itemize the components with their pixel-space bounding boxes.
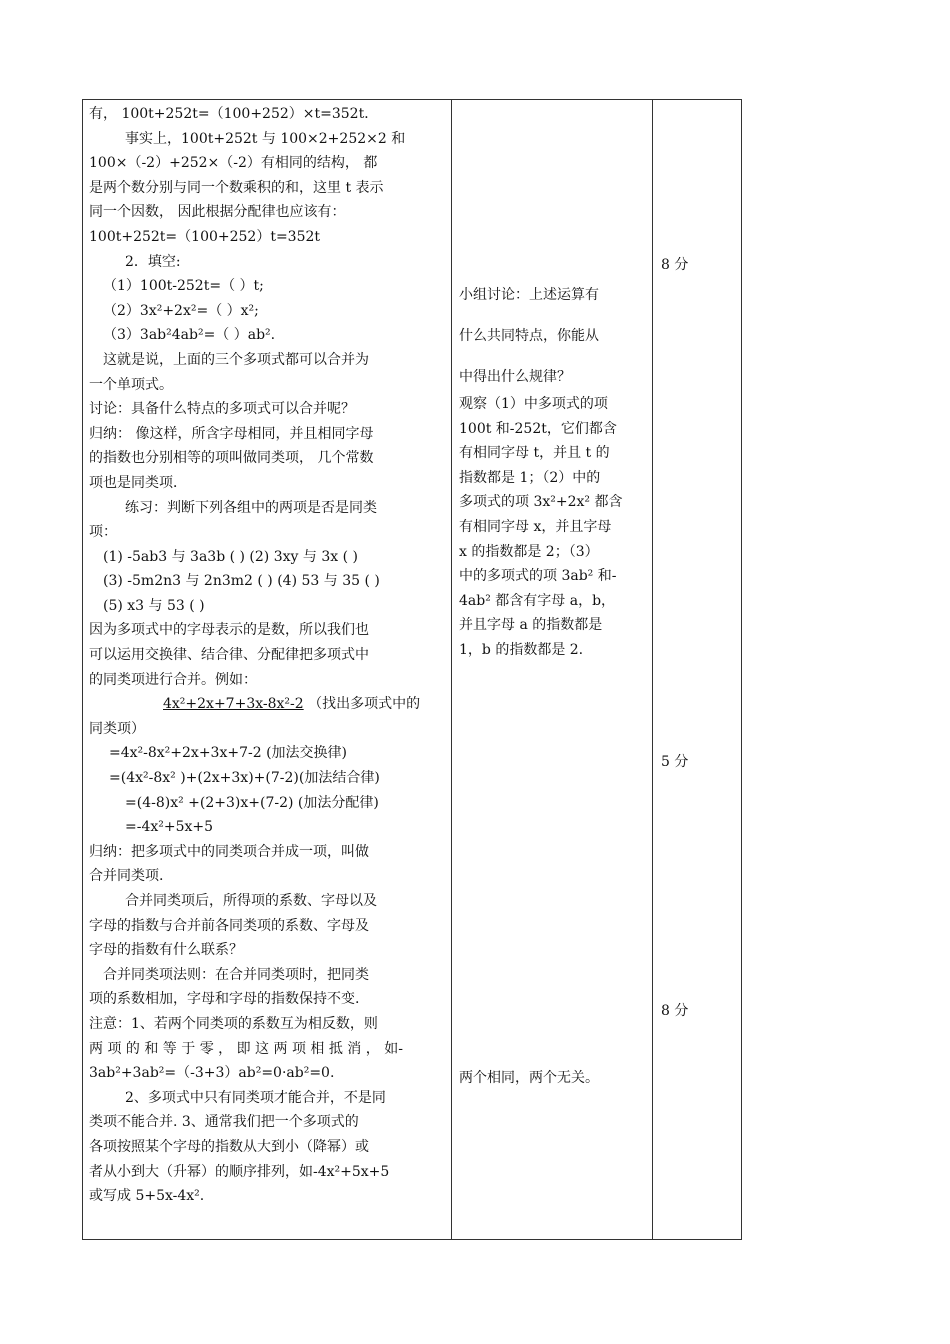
exercise-heading: 练习：判断下列各组中的两项是否是同类 [125,499,377,516]
text-line: 是两个数分别与同一个数乘积的和，这里 t 表示 [89,179,384,196]
text-line: 有， 100t+252t=（100+252）×t=352t． [89,106,379,122]
text-line: 两个相同，两个无关。 [459,1070,599,1086]
exercise-item: (5) x3 与 53 ( ) [103,597,205,614]
group-discussion-block [459,275,647,398]
note-line: 2、多项式中只有同类项才能合并，不是同 [125,1089,386,1106]
time-allocation: 8 分 [661,257,689,273]
note-line: 类项不能合并. 3、通常我们把一个多项式的 [89,1114,359,1131]
example-note: （找出多项式中的 [308,696,421,713]
time-allocation: 8 分 [661,1003,689,1019]
text-line: 什么共同特点，你能从 [459,328,599,344]
text-line: 100×（-2）+252×（-2）有相同的结构， 都 [89,155,378,172]
text-line: 事实上，100t+252t 与 100×2+252×2 和 [125,130,406,147]
text-line: 4ab² 都含有字母 a，b， [459,592,616,609]
text-line: 同一个因数， 因此根据分配律也应该有： [89,204,346,221]
exercise-answer [459,1066,647,1090]
text-line: 1，b 的指数都是 2. [459,641,584,658]
text-line: 中得出什么规律？ [459,369,571,385]
note-line: 3ab²+3ab²=（-3+3）ab²=0·ab²=0. [89,1065,335,1082]
exercise-item: (1) -5ab3 与 3a3b ( ) (2) 3xy 与 3x ( ) [103,548,358,565]
text-line: 100t 和-252t，它们都含 [459,420,617,437]
fill-blank-1: （1）100t-252t=（ ）t; [103,278,264,295]
text-line: 可以运用交换律、结合律、分配律把多项式中 [89,647,369,664]
text-line: 小组讨论：上述运算有 [459,287,599,303]
lesson-table [82,99,742,1240]
text-line: 观察（1）中多项式的项 [459,396,608,412]
text-line: 2．填空: [125,253,181,270]
summary-line: 项也是同类项． [89,474,187,491]
text-line: 100t+252t=（100+252）t=352t [89,228,321,245]
observation-block [459,392,647,663]
teaching-content-column [89,102,447,1209]
summary-line: 合并同类项. [89,868,164,885]
column-divider [652,100,653,1239]
text-line: 并且字母 a 的指数都是 [459,617,603,634]
text-line: 有相同字母 t，并且 t 的 [459,445,610,462]
note-line: 各项按照某个字母的指数从大到小（降幂）或 [89,1138,369,1155]
text-line: 的同类项进行合并。例如： [89,671,257,688]
text-line: 因为多项式中的字母表示的是数，所以我们也 [89,622,369,639]
step-line: =-4x²+5x+5 [125,819,214,836]
step-line: =(4x²-8x² )+(2x+3x)+(7-2)(加法结合律) [109,770,380,787]
note-line: 注意：1、若两个同类项的系数互为相反数，则 [89,1015,378,1032]
discussion-question: 讨论：具备什么特点的多项式可以合并呢？ [89,401,355,418]
text-line: 一个单项式。 [89,376,173,393]
example-polynomial: 4x²+2x+7+3x-8x²-2 [163,696,304,713]
text-line: 指数都是 1；（2）中的 [459,469,601,486]
fill-blank-2: （2）3x²+2x²=（ ）x²; [103,302,259,319]
summary-line: 归纳： 像这样，所含字母相同，并且相同字母 [89,425,374,442]
text-line: 同类项） [89,720,145,737]
text-line: 合并同类项后，所得项的系数、字母以及 [125,893,377,909]
time-allocation: 5 分 [661,754,689,770]
text-line: 项： [89,524,117,541]
text-line: 这就是说，上面的三个多项式都可以合并为 [103,351,369,368]
fill-blank-3: （3）3ab²4ab²=（ ）ab². [103,327,276,344]
summary-line: 归纳：把多项式中的同类项合并成一项，叫做 [89,843,369,860]
text-line: 有相同字母 x，并且字母 [459,518,612,535]
rule-line: 合并同类项法则：在合并同类项时，把同类 [103,966,369,983]
summary-line: 的指数也分别相等的项叫做同类项， 几个常数 [89,450,374,467]
note-line: 两 项 的 和 等 于 零 ， 即 这 两 项 相 抵 消 ， 如- [89,1040,403,1057]
example-line [89,692,447,717]
text-line: 字母的指数与合并前各同类项的系数、字母及 [89,917,369,934]
text-line: 多项式的项 3x²+2x² 都含 [459,494,623,511]
text-line: 中的多项式的项 3ab² 和- [459,568,617,585]
text-line: 字母的指数有什么联系？ [89,942,243,959]
exercise-item: (3) -5m2n3 与 2n3m2 ( ) (4) 53 与 35 ( ) [103,573,380,590]
step-line: =(4-8)x² +(2+3)x+(7-2) (加法分配律) [125,794,379,811]
text-line: x 的指数都是 2；（3） [459,543,599,560]
step-line: =4x²-8x²+2x+3x+7-2 (加法交换律) [109,745,348,762]
note-line: 者从小到大（升幂）的顺序排列，如-4x²+5x+5 [89,1163,390,1180]
rule-line: 项的系数相加，字母和字母的指数保持不变. [89,991,360,1008]
column-divider [451,100,452,1239]
note-line: 或写成 5+5x-4x². [89,1188,205,1205]
